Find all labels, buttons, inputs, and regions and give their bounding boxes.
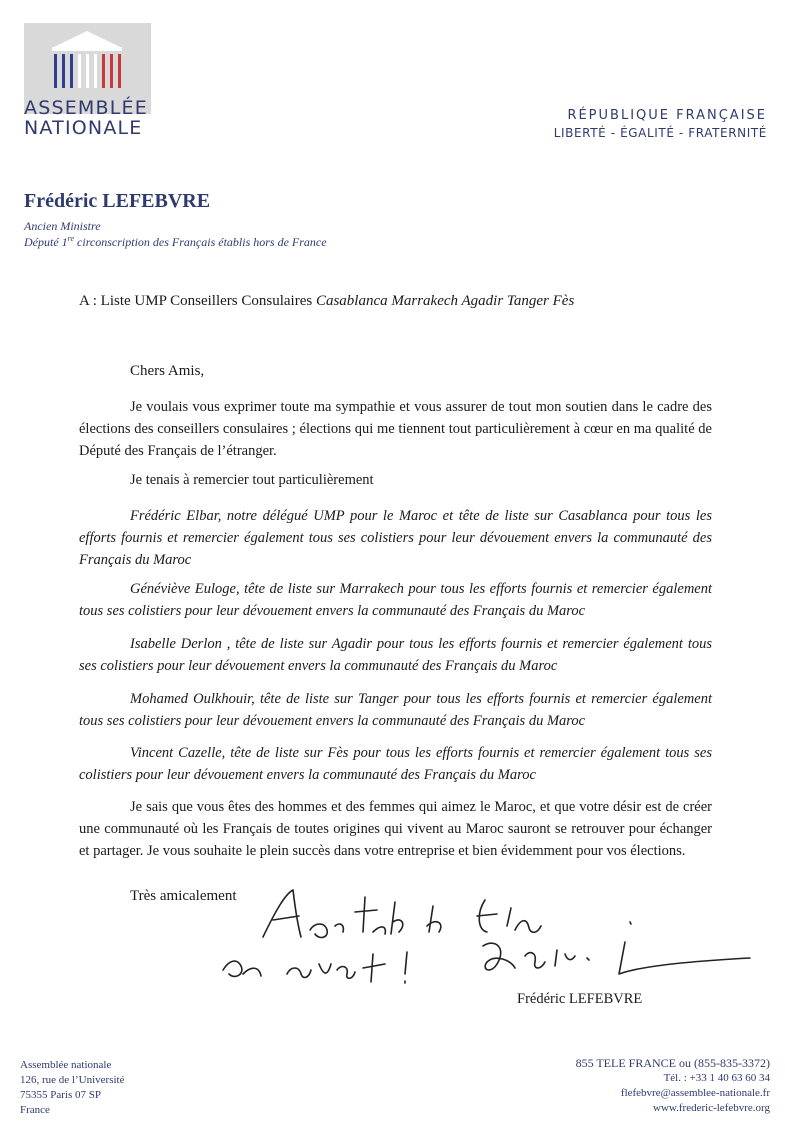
constituency-suffix: circonscription des Français établis hors de France bbox=[74, 235, 327, 249]
constituency-prefix: Député 1 bbox=[24, 235, 68, 249]
salutation: Chers Amis, bbox=[130, 363, 205, 379]
paragraph-intro: Je voulais vous exprimer toute ma sympathie et vous assurer de tout mon soutien dans le cadre des élections des conseillers consulaires ; élections qui me tiennent tout particulièrement à cœur en ma qualité de Député des Français de l’étranger. bbox=[79, 399, 712, 459]
signer-name: Frédéric LEFEBVRE bbox=[517, 991, 643, 1007]
contact-tel: Tél. : +33 1 40 63 60 34 bbox=[663, 1072, 770, 1084]
republic-motto bbox=[554, 108, 767, 140]
footer-address bbox=[20, 1058, 124, 1118]
paragraph-thanks-intro: Je tenais à remercier tout particulièrement bbox=[130, 472, 374, 488]
paragraph-closing: Je sais que vous êtes des hommes et des femmes qui aimez le Maroc, et que votre désir est de créer une communauté où les Français de toutes origines qui vivent au Maroc sauront se retrouver pour échanger et partager. Je vous souhaite le plein succès dans votre entreprise et bien évidemment pour vos élections. bbox=[79, 799, 712, 859]
constituency-ordinal: re bbox=[67, 234, 75, 243]
logo-text bbox=[24, 98, 164, 138]
handwritten-note bbox=[215, 882, 760, 997]
logo-line2: NATIONALE bbox=[24, 117, 143, 139]
thanks-paragraph: Mohamed Oulkhouir, tête de liste sur Tanger pour tous les efforts fournis et remercier également tous ses colistiers pour leur dévouement envers la communauté des Français du Maroc bbox=[79, 691, 712, 729]
recipient-line bbox=[79, 293, 574, 310]
address-line: 126, rue de l’Université bbox=[20, 1074, 125, 1086]
address-line: 75355 Paris 07 SP bbox=[20, 1089, 101, 1101]
contact-email: flefebvre@assemblee-nationale.fr bbox=[620, 1087, 770, 1099]
footer-contact bbox=[576, 1056, 770, 1116]
thanks-paragraph: Généviève Euloge, tête de liste sur Marrakech pour tous les efforts fournis et remercier également tous ses colistiers pour leur dévouement envers la communauté des Français du Maroc bbox=[79, 581, 712, 619]
sender-constituency bbox=[24, 234, 327, 250]
thanks-paragraph: Vincent Cazelle, tête de liste sur Fès pour tous les efforts fournis et remercier également tous ses colistiers pour leur dévouement envers la communauté des Français du Maroc bbox=[79, 745, 712, 783]
contact-phone-line: 855 TELE FRANCE ou (855-835-3372) bbox=[575, 1056, 770, 1070]
thanks-paragraph: Isabelle Derlon , tête de liste sur Agadir pour tous les efforts fournis et remercier également tous ses colistiers pour leur dévouement envers la communauté des Français du Maroc bbox=[79, 636, 712, 674]
republic-line1: RÉPUBLIQUE FRANÇAISE bbox=[567, 108, 767, 123]
recipient-places: Casablanca Marrakech Agadir Tanger Fès bbox=[315, 293, 575, 309]
address-line: France bbox=[20, 1104, 50, 1116]
sender-title: Ancien Ministre bbox=[24, 219, 101, 233]
logo-line1: ASSEMBLÉE bbox=[24, 97, 148, 119]
recipient-prefix: A : Liste UMP Conseillers Consulaires bbox=[79, 293, 316, 309]
contact-website: www.frederic-lefebvre.org bbox=[653, 1102, 770, 1114]
address-line: Assemblée nationale bbox=[20, 1059, 112, 1071]
sender-name: Frédéric LEFEBVRE bbox=[24, 190, 211, 212]
valediction: Très amicalement bbox=[130, 888, 237, 904]
handwritten-signature bbox=[215, 882, 760, 992]
thanks-paragraph: Frédéric Elbar, notre délégué UMP pour le Maroc et tête de liste sur Casablanca pour tous les efforts fournis et remercier également tous ses colistiers pour leur dévouement envers la communauté des Français du Maroc bbox=[79, 508, 712, 568]
republic-line2: LIBERTÉ - ÉGALITÉ - FRATERNITÉ bbox=[553, 126, 767, 140]
